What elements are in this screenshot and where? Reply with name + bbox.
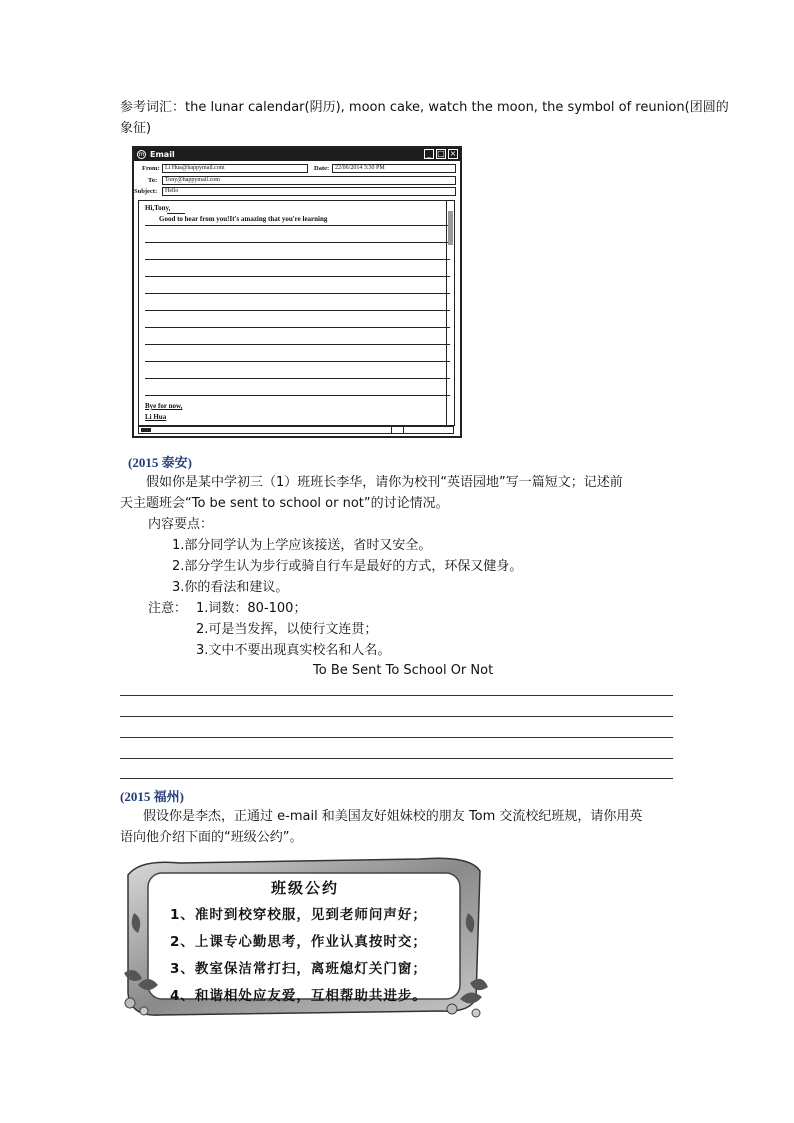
answer-line[interactable] [120,737,673,738]
vertical-scrollbar[interactable] [446,201,454,425]
writing-line [145,378,450,379]
horizontal-scrollbar[interactable] [138,426,454,434]
taian-heading: (2015 泰安) [128,455,192,470]
writing-line [145,310,450,311]
writing-line [145,276,450,277]
point-2: 2.部分学生认为步行或骑自行车是最好的方式，环保又健身。 [172,559,523,574]
writing-line [145,361,450,362]
writing-line [145,259,450,260]
answer-line[interactable] [120,778,673,779]
scrollbar-thumb[interactable] [448,211,453,245]
rule-4: 4、和谐相处应友爱，互相帮助共进步。 [170,988,427,1004]
date-field[interactable]: 22/06/2014 3:30 PM [332,164,456,173]
fuzhou-heading: (2015 福州) [120,789,184,804]
class-convention-card [120,853,490,1023]
writing-line [145,242,450,243]
email-logo-icon: m [138,151,145,158]
answer-line[interactable] [120,695,673,696]
essay-title: To Be Sent To School Or Not [313,663,494,678]
writing-line [145,327,450,328]
notes-title: 注意： [148,601,188,616]
to-label: To: [148,177,158,184]
rule-1: 1、准时到校穿校服，见到老师问声好； [170,907,427,923]
fuzhou-intro-1: 假设你是李杰，正通过 e-mail 和美国友好姐妹校的朋友 Tom 交流校纪班规，请你用英 [143,809,643,824]
email-greeting: Hi,Tony, [145,204,171,212]
vocab-line-2: 象征) [120,121,152,136]
fuzhou-intro-2: 语向他介绍下面的“班级公约”。 [120,830,303,845]
note-3: 3.文中不要出现真实校名和人名。 [196,643,391,658]
answer-line[interactable] [120,758,673,759]
points-title: 内容要点： [148,517,214,532]
taian-intro-2: 天主题班会“To be sent to school or not”的讨论情况。 [120,496,449,511]
writing-line [145,344,450,345]
maximize-button[interactable]: □ [437,149,445,158]
email-title: Email [150,150,175,159]
answer-line[interactable] [120,716,673,717]
card-title: 班级公约 [270,879,339,897]
note-1: 1.词数：80-100； [196,601,307,616]
email-closing: Bye for now, [145,402,183,410]
rule-2: 2、上课专心勤思考，作业认真按时交； [170,934,427,950]
point-1: 1.部分同学认为上学应该接送，省时又安全。 [172,538,432,553]
minimize-button[interactable]: _ [424,149,434,159]
to-field[interactable]: Tony@happymail.com [162,176,456,185]
from-label: From: [142,165,160,172]
taian-intro-1: 假如你是某中学初三（1）班班长李华，请你为校刊“英语园地”写一篇短文；记述前 [146,475,623,490]
subject-label: Subject: [134,188,158,195]
writing-line [145,225,450,226]
email-signature: Li Hua [145,413,167,421]
email-body[interactable] [138,200,455,426]
vocab-line-1: 参考词汇：the lunar calendar(阴历), moon cake, watch the moon, the symbol of reunion(团圆的 [120,100,729,115]
email-titlebar [134,148,460,161]
email-first-line: Good to hear from you!It's amazing that you're learning [159,215,328,223]
writing-line [145,293,450,294]
note-2: 2.可是当发挥，以使行文连贯； [196,622,378,637]
writing-line [145,395,450,396]
close-button[interactable]: × [449,149,457,158]
point-3: 3.你的看法和建议。 [172,580,289,595]
email-window [132,146,462,438]
date-label: Date: [314,165,330,172]
subject-field[interactable]: Hello [162,187,456,196]
rule-3: 3、教室保洁常打扫，离班熄灯关门窗； [170,961,427,977]
from-field[interactable]: Li Hua@happymail.com [162,164,308,173]
